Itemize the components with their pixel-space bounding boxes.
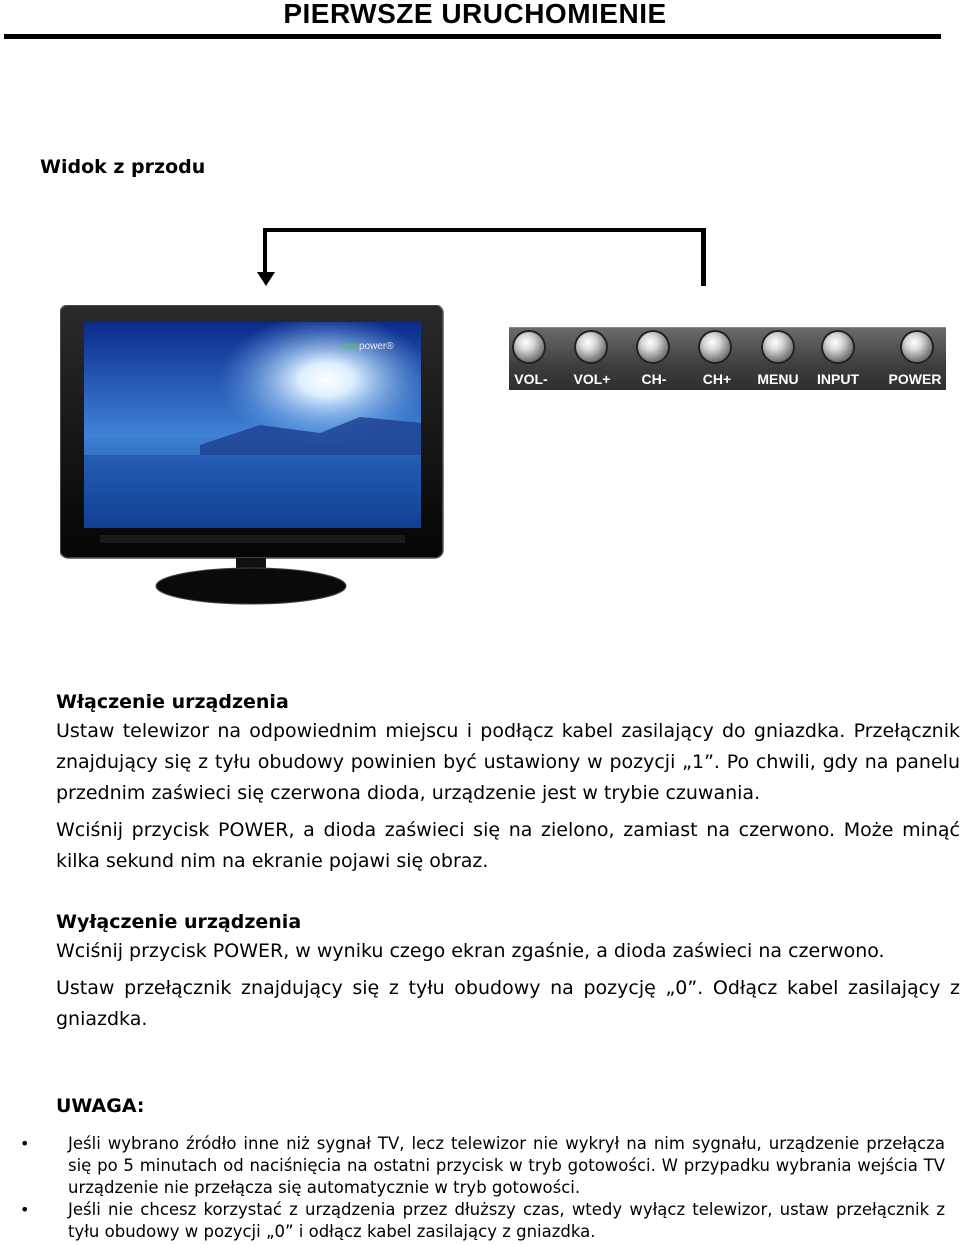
section-power-on bbox=[56, 688, 960, 877]
power-button[interactable] bbox=[902, 332, 932, 362]
vol-up-label: VOL+ bbox=[573, 371, 611, 387]
section-power-on-heading: Włączenie urządzenia bbox=[56, 691, 289, 713]
notes-list bbox=[20, 1133, 945, 1243]
front-view-label: Widok z przodu bbox=[40, 156, 206, 178]
ch-down-button[interactable] bbox=[638, 332, 668, 362]
menu-button[interactable] bbox=[763, 332, 793, 362]
input-button[interactable] bbox=[823, 332, 853, 362]
bullet-icon: • bbox=[20, 1134, 30, 1153]
power-label: POWER bbox=[888, 371, 942, 387]
screen-logo-suffix: power® bbox=[359, 341, 394, 352]
screen-logo-prefix: eco bbox=[341, 341, 358, 352]
section-power-off-paragraph-2: Ustaw przełącznik znajdujący się z tyłu obudowy na pozycję „0”. Odłącz kabel zasilający z gniazdka. bbox=[56, 977, 960, 1030]
menu-label: MENU bbox=[757, 371, 799, 387]
vol-down-label: VOL- bbox=[514, 371, 548, 387]
note-text: Jeśli nie chcesz korzystać z urządzenia przez dłuższy czas, wtedy wyłącz telewizor, ustaw przełącznik z tyłu obudowy w pozycji „0” i odłącz kabel zasilający z gniazdka. bbox=[68, 1200, 945, 1241]
connector-line-right bbox=[701, 228, 706, 286]
section-power-off-heading: Wyłączenie urządzenia bbox=[56, 911, 302, 933]
ch-up-label: CH+ bbox=[702, 371, 732, 387]
vol-down-button[interactable] bbox=[514, 332, 544, 362]
list-item bbox=[20, 1133, 945, 1199]
front-control-panel bbox=[509, 327, 946, 390]
list-item bbox=[20, 1199, 945, 1243]
section-power-off bbox=[56, 908, 960, 1035]
arrow-down-icon bbox=[257, 272, 275, 286]
page-title: PIERWSZE URUCHOMIENIE bbox=[283, 0, 667, 29]
note-text: Jeśli wybrano źródło inne niż sygnał TV, lecz telewizor nie wykrył na nim sygnału, urządzenie przełącza się po 5 minutach od naciśnięcia na ostatni przycisk w tryb gotowości. W przypadku wybrania wejścia TV urządzenie nie przełącza się automatycznie w tryb gotowości. bbox=[68, 1134, 945, 1197]
connector-line-left bbox=[263, 228, 267, 274]
notes-heading: UWAGA: bbox=[56, 1095, 145, 1117]
vol-up-button[interactable] bbox=[576, 332, 606, 362]
input-label: INPUT bbox=[817, 371, 859, 387]
connector-line-top bbox=[263, 228, 705, 232]
section-power-on-paragraph-2: Wciśnij przycisk POWER, a dioda zaświeci się na zielono, zamiast na czerwono. Może minąć kilka sekund nim na ekranie pojawi się obraz. bbox=[56, 819, 960, 872]
notes-heading-block bbox=[56, 1092, 960, 1120]
ch-down-label: CH- bbox=[641, 371, 667, 387]
ch-up-button[interactable] bbox=[700, 332, 730, 362]
section-power-off-paragraph-1: Wciśnij przycisk POWER, w wyniku czego ekran zgaśnie, a dioda zaświeci na czerwono. bbox=[56, 940, 885, 962]
title-divider bbox=[4, 34, 941, 39]
bullet-icon: • bbox=[20, 1200, 30, 1219]
tv-front-image bbox=[60, 305, 446, 607]
section-power-on-paragraph-1: Ustaw telewizor na odpowiednim miejscu i podłącz kabel zasilający do gniazdka. Przełącznik znajdujący się z tyłu obudowy powinien być ustawiony w pozycji „1”. Po chwili, gdy na panelu przednim zaświeci się czerwona dioda, urządzenie jest w trybie czuwania. bbox=[56, 720, 960, 804]
